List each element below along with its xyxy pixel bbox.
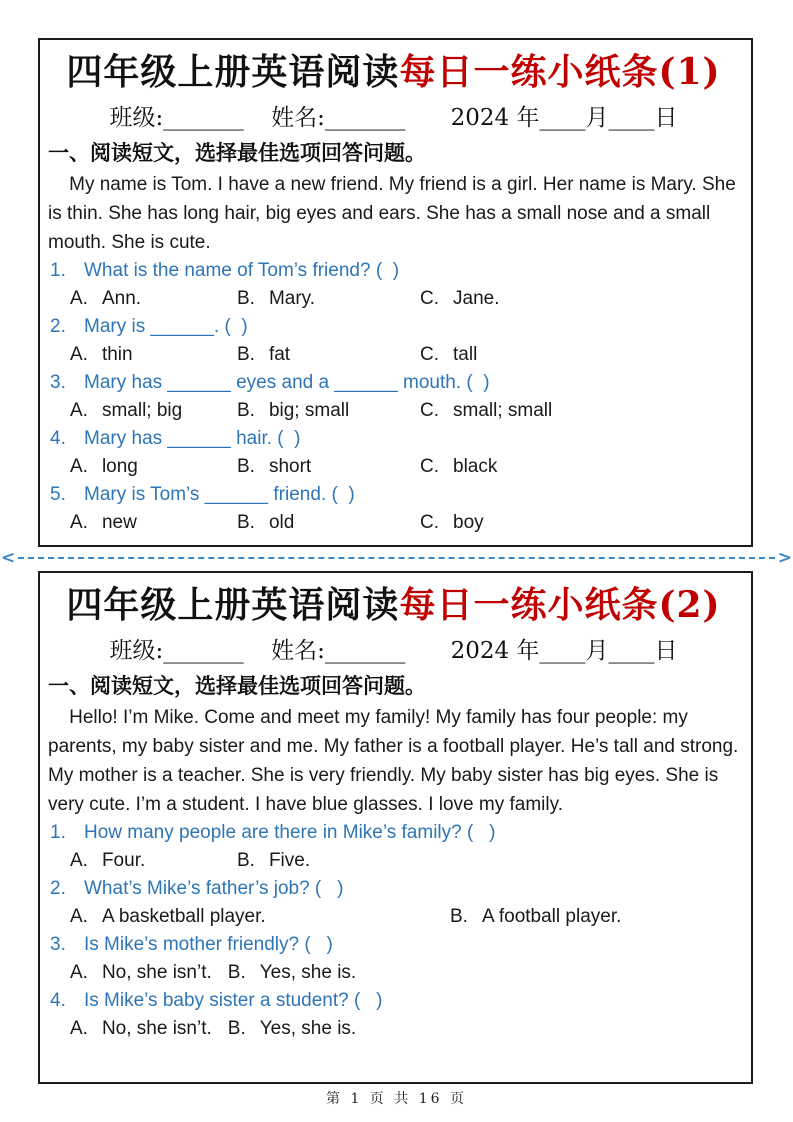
option-text: Ann.	[101, 288, 142, 309]
option-key: A.	[70, 512, 88, 533]
option-key: A.	[70, 400, 88, 421]
option	[450, 903, 621, 931]
option	[420, 341, 477, 369]
option	[237, 341, 420, 369]
option	[70, 285, 237, 313]
option-text: A basketball player.	[101, 906, 266, 927]
student-info-line	[48, 633, 739, 669]
section-instruction: 一、阅读短文，选择最佳选项回答问题。	[48, 673, 426, 698]
option-key: C.	[420, 344, 439, 365]
question	[48, 369, 739, 397]
option-key: A.	[70, 1018, 88, 1039]
option-key: B.	[237, 850, 255, 871]
slip-title-black: 四年级上册英语阅读	[66, 51, 400, 93]
question-text: Mary has ______ eyes and a ______ mouth. ( )	[84, 372, 490, 393]
option-row	[48, 959, 739, 987]
question	[48, 987, 739, 1015]
question	[48, 875, 739, 903]
option-text: fat	[268, 344, 291, 365]
option-text: No, she isn’t.	[101, 1018, 212, 1039]
question-text: Mary is ______. ( )	[84, 316, 248, 337]
question-number: 4.	[50, 990, 66, 1011]
option-text: big; small	[268, 400, 350, 421]
slip-title	[48, 46, 739, 98]
question	[48, 425, 739, 453]
option-key: B.	[237, 512, 255, 533]
option-row	[48, 509, 739, 537]
student-info-line	[48, 100, 739, 136]
option-row	[48, 397, 739, 425]
question-text: Is Mike’s baby sister a student? ( )	[84, 990, 383, 1011]
option	[228, 959, 356, 987]
question	[48, 931, 739, 959]
option-row	[48, 285, 739, 313]
option-text: new	[101, 512, 137, 533]
option	[70, 397, 237, 425]
option-text: black	[453, 456, 498, 477]
question-number: 2.	[50, 878, 66, 899]
option-key: C.	[420, 400, 439, 421]
name-label: 姓名:_______	[271, 105, 406, 131]
option-text: small; big	[101, 400, 183, 421]
option	[420, 509, 484, 537]
date-blank-field: 2024 年____月____日	[450, 638, 678, 664]
option-text: Five.	[268, 850, 311, 871]
option-key: B.	[237, 344, 255, 365]
option	[70, 903, 450, 931]
option-key: A.	[70, 344, 88, 365]
option-text: boy	[453, 512, 484, 533]
option-text: long	[101, 456, 138, 477]
option-text: Four.	[101, 850, 146, 871]
option-key: B.	[227, 1018, 246, 1039]
option-text: old	[268, 512, 295, 533]
question-text: How many people are there in Mike’s family? ( )	[84, 822, 496, 843]
option	[237, 285, 420, 313]
name-blank-field: _______	[324, 638, 406, 664]
option-key: B.	[227, 962, 246, 983]
option-key: B.	[450, 906, 468, 927]
cut-right-arrow-icon: >	[777, 548, 792, 568]
question-number: 1.	[50, 822, 66, 843]
question-number: 5.	[50, 484, 66, 505]
option-key: C.	[420, 512, 439, 533]
option	[70, 453, 237, 481]
question-number: 3.	[50, 934, 66, 955]
option	[237, 847, 310, 875]
question-text: What’s Mike’s father’s job? ( )	[84, 878, 344, 899]
option-text: A football player.	[481, 906, 622, 927]
option-text: thin	[101, 344, 133, 365]
option-row	[48, 453, 739, 481]
question-text: Is Mike’s mother friendly? ( )	[84, 934, 333, 955]
option-key: B.	[237, 456, 255, 477]
section-instruction: 一、阅读短文，选择最佳选项回答问题。	[48, 140, 426, 165]
option-key: A.	[70, 906, 88, 927]
slip-title-red: 每日一练小纸条(1)	[399, 51, 721, 93]
option-row	[48, 903, 739, 931]
practice-slip-1	[38, 38, 753, 547]
option	[70, 959, 212, 987]
reading-passage: Hello! I’m Mike. Come and meet my family! My family has four people: my parents, my baby sister and me. My father is a football player. He’s tall and strong. My mother is a teacher. She is very friendly. My baby sister has big eyes. She is very cute. I’m a student. I have blue glasses. I love my family.	[48, 707, 744, 815]
option	[70, 1015, 212, 1043]
question	[48, 313, 739, 341]
option-key: A.	[70, 850, 88, 871]
option-key: A.	[70, 288, 88, 309]
question-text: What is the name of Tom’s friend? ( )	[84, 260, 400, 281]
cut-line-divider	[0, 548, 793, 568]
question-number: 4.	[50, 428, 66, 449]
option-row	[48, 1015, 739, 1043]
option	[420, 285, 499, 313]
name-label: 姓名:_______	[271, 638, 406, 664]
class-label: 班级:_______	[109, 105, 244, 131]
question	[48, 257, 739, 285]
question-number: 1.	[50, 260, 66, 281]
question-number: 2.	[50, 316, 66, 337]
reading-passage: My name is Tom. I have a new friend. My friend is a girl. Her name is Mary. She is thin. She has long hair, big eyes and ears. She has a small nose and a small mouth. She is cute.	[48, 174, 742, 253]
class-label: 班级:_______	[109, 638, 244, 664]
option	[70, 847, 237, 875]
practice-slip-2	[38, 571, 753, 1084]
option-key: A.	[70, 456, 88, 477]
question-text: Mary is Tom’s ______ friend. ( )	[84, 484, 355, 505]
option-key: C.	[420, 288, 439, 309]
option-text: Jane.	[453, 288, 500, 309]
name-blank-field: _______	[324, 105, 406, 131]
cut-left-arrow-icon: <	[1, 548, 16, 568]
question-number: 3.	[50, 372, 66, 393]
page-number-footer: 第 1 页 共 16 页	[326, 1091, 467, 1107]
cut-dashed-line	[18, 557, 775, 559]
question	[48, 481, 739, 509]
option	[237, 397, 420, 425]
date-blank-field: 2024 年____月____日	[450, 105, 678, 131]
option-text: Mary.	[268, 288, 316, 309]
option	[420, 453, 497, 481]
class-blank-field: _______	[163, 105, 244, 131]
slip-title-red: 每日一练小纸条(2)	[399, 584, 721, 626]
slip-title	[48, 579, 739, 631]
option-text: small; small	[453, 400, 553, 421]
option-text: Yes, she is.	[259, 962, 357, 983]
class-blank-field: _______	[163, 638, 244, 664]
option-text: tall	[453, 344, 478, 365]
option	[70, 509, 237, 537]
option-row	[48, 847, 739, 875]
question	[48, 819, 739, 847]
option	[420, 397, 552, 425]
option	[237, 453, 420, 481]
option	[70, 341, 237, 369]
option-key: A.	[70, 962, 88, 983]
option-row	[48, 341, 739, 369]
option-key: B.	[237, 400, 255, 421]
option-key: C.	[420, 456, 439, 477]
option-text: short	[268, 456, 312, 477]
option	[237, 509, 420, 537]
option	[228, 1015, 356, 1043]
question-text: Mary has ______ hair. ( )	[84, 428, 301, 449]
option-key: B.	[237, 288, 255, 309]
slip-title-black: 四年级上册英语阅读	[66, 584, 400, 626]
option-text: Yes, she is.	[259, 1018, 357, 1039]
option-text: No, she isn’t.	[101, 962, 212, 983]
